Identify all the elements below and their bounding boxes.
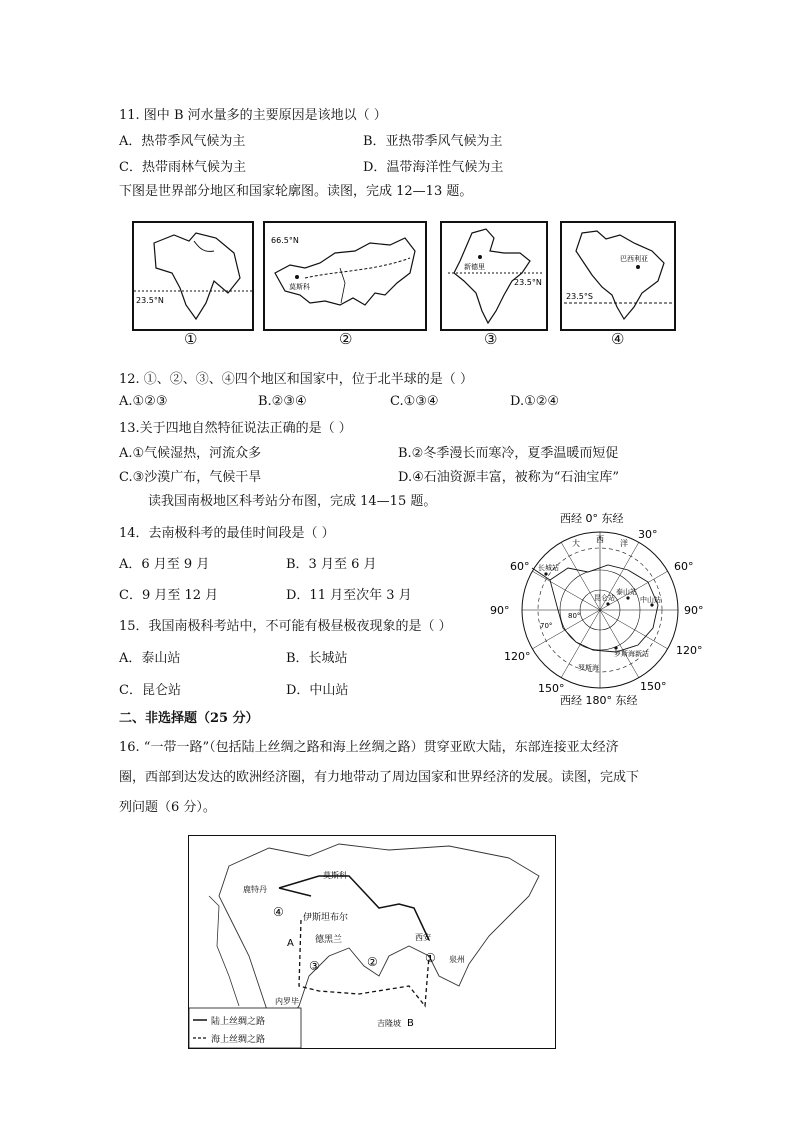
antarctic-right60: 60°: [674, 560, 694, 573]
antarctic-bottom-label: 西经 180° 东经: [560, 694, 638, 706]
antarctic-ross-sea: 罗斯海: [578, 664, 599, 672]
q12-option-c[interactable]: C.①③④: [390, 394, 439, 409]
q11-option-b[interactable]: B．亚热带季风气候为主: [363, 134, 503, 149]
q12-option-b[interactable]: B.②③④: [258, 394, 307, 409]
map-2-lat: 66.5°N: [271, 236, 299, 245]
intro-14-15: 读我国南极地区科考站分布图，完成 14—15 题。: [148, 494, 437, 509]
legend-sea-route: 海上丝绸之路: [211, 1035, 266, 1045]
legend-land-route: 陆上丝绸之路: [211, 1017, 266, 1027]
q15-option-c[interactable]: C．昆仑站: [119, 683, 181, 698]
marker-1: ①: [425, 951, 436, 965]
antarctic-ocean-1: 大: [572, 539, 580, 548]
map-3-caption: ③: [484, 330, 498, 348]
q14-stem: 14．去南极科考的最佳时间段是（ ）: [119, 526, 335, 541]
map-4-box: [560, 221, 676, 331]
q13-stem: 13.关于四地自然特征说法正确的是（ ）: [119, 421, 352, 436]
label-b: B: [407, 1018, 414, 1029]
q11-option-c[interactable]: C．热带雨林气候为主: [119, 160, 246, 175]
antarctic-ocean-2: 西: [596, 535, 604, 544]
antarctic-right30: 30°: [638, 528, 658, 541]
station-zhongshan: 中山站: [640, 596, 661, 604]
q15-option-b[interactable]: B．长城站: [286, 651, 348, 666]
q13-option-b[interactable]: B.②冬季漫长而寒冷，夏季温暖而短促: [398, 446, 619, 461]
antarctic-left150: 150°: [538, 682, 565, 695]
map-4-caption: ④: [611, 330, 625, 348]
label-a: A: [287, 938, 294, 949]
station-kunlun: 昆仑站: [594, 594, 615, 602]
city-rotterdam: 鹿特丹: [243, 885, 267, 894]
antarctic-left120: 120°: [504, 650, 531, 663]
q13-option-c[interactable]: C.③沙漠广布，气候干旱: [119, 470, 262, 485]
intro-12-13: 下图是世界部分地区和国家轮廓图。读图，完成 12—13 题。: [119, 184, 473, 199]
q15-stem: 15．我国南极科考站中，不可能有极昼极夜现象的是（ ）: [119, 619, 452, 634]
q16-line-2: 圈，西部到达发达的欧洲经济圈，有力地带动了周边国家和世界经济的发展。读图，完成下: [119, 770, 640, 785]
q12-option-a[interactable]: A.①②③: [119, 394, 168, 409]
antarctic-lat70: 70°: [540, 622, 553, 630]
map-1-box: [132, 221, 254, 331]
antarctic-left60: 60°: [510, 560, 530, 573]
marker-3: ③: [309, 959, 320, 973]
section-2-title: 二、非选择题（25 分）: [119, 711, 259, 726]
map-1-outline: [134, 223, 252, 329]
q16-line-3: 列问题（6 分）。: [119, 800, 216, 815]
map-2-caption: ②: [339, 330, 353, 348]
q15-option-d[interactable]: D．中山站: [286, 683, 349, 698]
q14-option-c[interactable]: C．9 月至 12 月: [119, 588, 219, 603]
map-3-box: [440, 221, 548, 331]
station-taishan: 泰山站: [616, 588, 637, 596]
map-4-outline: [562, 223, 674, 329]
city-moscow: 莫斯科: [323, 871, 347, 880]
antarctic-right120: 120°: [676, 644, 703, 657]
city-kuala-lumpur: 吉隆坡: [377, 1019, 401, 1028]
map-2-box: [263, 221, 427, 331]
silk-road-map: [188, 835, 556, 1049]
map-3-outline: [442, 223, 546, 329]
map-1-caption: ①: [184, 330, 198, 348]
marker-2: ②: [367, 955, 378, 969]
antarctic-left90: 90°: [490, 604, 510, 617]
q12-stem: 12. ①、②、③、④四个地区和国家中，位于北半球的是（ ）: [119, 372, 473, 387]
map-4-lat: 23.5°S: [566, 292, 593, 301]
q15-option-a[interactable]: A．泰山站: [119, 651, 181, 666]
map-2-outline: [265, 223, 425, 329]
q11-option-d[interactable]: D．温带海洋性气候为主: [363, 160, 504, 175]
antarctic-top-label: 西经 0° 东经: [560, 512, 624, 525]
map-3-city: 新德里: [464, 263, 485, 271]
city-istanbul: 伊斯坦布尔: [303, 913, 349, 923]
city-quanzhou: 泉州: [449, 955, 465, 964]
q14-option-d[interactable]: D．11 月至次年 3 月: [286, 588, 412, 603]
map-3-lat: 23.5°N: [514, 278, 542, 287]
silk-road-map-svg: [189, 836, 555, 1048]
q11-stem: 11. 图中 B 河水量多的主要原因是该地以（ ）: [119, 108, 387, 123]
q13-option-d[interactable]: D.④石油资源丰富，被称为“石油宝库”: [398, 470, 620, 485]
city-xian: 西安: [415, 933, 431, 942]
map-2-city: 莫斯科: [289, 283, 310, 291]
antarctic-ocean-3: 洋: [620, 539, 628, 548]
q13-option-a[interactable]: A.①气候湿热，河流众多: [119, 446, 262, 461]
antarctic-right90: 90°: [684, 604, 704, 617]
q14-option-b[interactable]: B．3 月至 6 月: [286, 557, 377, 572]
city-tehran: 德黑兰: [315, 935, 343, 945]
marker-4: ④: [273, 905, 284, 919]
map-4-city: 巴西利亚: [620, 255, 648, 263]
q12-option-d[interactable]: D.①②④: [510, 394, 560, 409]
antarctic-right150: 150°: [640, 680, 667, 693]
q14-option-a[interactable]: A．6 月至 9 月: [119, 557, 210, 572]
q16-line-1: 16. “一带一路”（包括陆上丝绸之路和海上丝绸之路）贯穿亚欧大陆，东部连接亚太经济: [119, 740, 619, 755]
station-ross-sea-new: 罗斯海新站: [614, 650, 649, 658]
station-great-wall: 长城站: [538, 564, 559, 572]
map-1-lat: 23.5°N: [136, 296, 164, 305]
q11-option-a[interactable]: A．热带季风气候为主: [119, 134, 246, 149]
antarctic-lat80: 80°: [568, 612, 581, 620]
city-nairobi: 内罗毕: [275, 997, 299, 1006]
antarctic-station-map: [488, 510, 718, 706]
